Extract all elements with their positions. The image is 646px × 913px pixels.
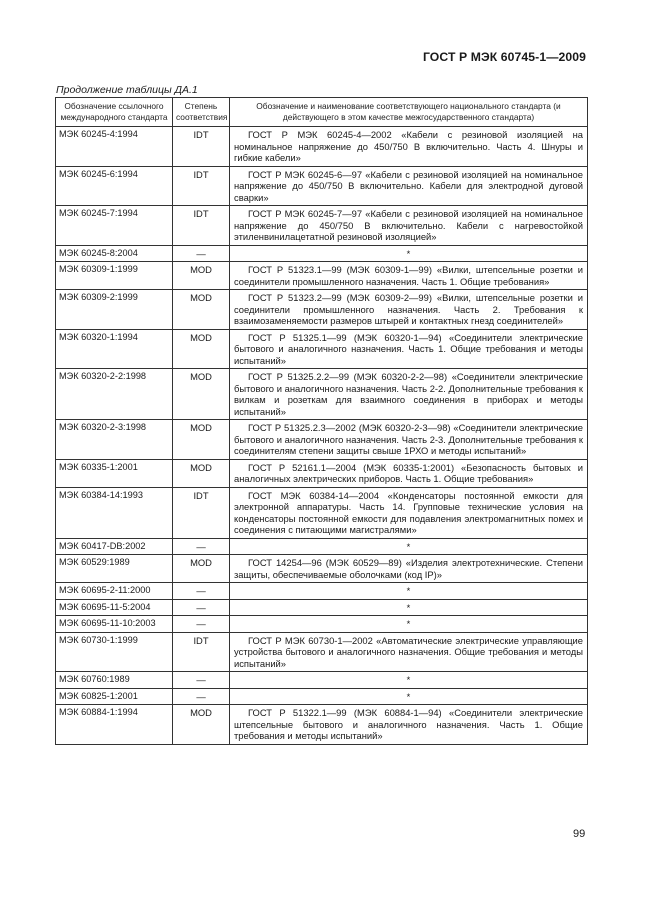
- cell-degree: IDT: [173, 166, 230, 206]
- cell-international-standard: МЭК 60695-11-10:2003: [56, 616, 173, 633]
- cell-national-standard: ГОСТ Р 51322.1—99 (МЭК 60884-1—94) «Соединители электрические штепсельные бытового и аналогичного назначения. Часть 1. Общие требования и методы испытаний»: [230, 705, 588, 745]
- column-header-degree: Степень соответствия: [173, 98, 230, 127]
- table-row: [56, 329, 588, 369]
- cell-national-standard: ГОСТ Р 51325.2.2—99 (МЭК 60320-2-2—98) «Соединители электрические бытового и аналогичного назначения. Часть 2-2. Дополнительные требования к вилкам и розеткам для взаимного соединения в приборах и методы испытаний»: [230, 369, 588, 420]
- table-row: [56, 290, 588, 330]
- table-body: [56, 127, 588, 745]
- cell-degree: —: [173, 688, 230, 705]
- column-header-international-standard: Обозначение ссылочного международного стандарта: [56, 98, 173, 127]
- cell-degree: MOD: [173, 262, 230, 290]
- cell-degree: MOD: [173, 329, 230, 369]
- table-row: [56, 616, 588, 633]
- table-row: [56, 262, 588, 290]
- table-row: [56, 632, 588, 672]
- cell-degree: MOD: [173, 420, 230, 460]
- cell-degree: —: [173, 616, 230, 633]
- table-row: [56, 599, 588, 616]
- cell-international-standard: МЭК 60309-2:1999: [56, 290, 173, 330]
- cell-international-standard: МЭК 60320-2-3:1998: [56, 420, 173, 460]
- cell-national-standard: *: [230, 672, 588, 689]
- cell-international-standard: МЭК 60529:1989: [56, 555, 173, 583]
- table-row: [56, 672, 588, 689]
- cell-degree: IDT: [173, 127, 230, 167]
- cell-international-standard: МЭК 60245-8:2004: [56, 245, 173, 262]
- cell-national-standard: *: [230, 583, 588, 600]
- cell-degree: —: [173, 599, 230, 616]
- cell-national-standard: ГОСТ Р 51323.1—99 (МЭК 60309-1—99) «Вилки, штепсельные розетки и соединители промышленного назначения. Часть 1. Общие требования»: [230, 262, 588, 290]
- cell-national-standard: ГОСТ Р МЭК 60245-7—97 «Кабели с резиновой изоляцией на номинальное напряжение до 450/750 В включительно. Кабели с нагревостойкой этиленвинилацетатной резиновой изоляцией»: [230, 206, 588, 246]
- document-header-title: ГОСТ Р МЭК 60745-1—2009: [422, 50, 586, 64]
- cell-international-standard: МЭК 60695-2-11:2000: [56, 583, 173, 600]
- cell-international-standard: МЭК 60884-1:1994: [56, 705, 173, 745]
- cell-national-standard: ГОСТ Р 51325.2.3—2002 (МЭК 60320-2-3—98) «Соединители электрические бытового и аналогичного назначения. Часть 2-3. Дополнительные требования к соединителям степени защиты свыше 1РХО и методы испытаний»: [230, 420, 588, 460]
- table-row: [56, 369, 588, 420]
- cell-degree: MOD: [173, 369, 230, 420]
- cell-degree: MOD: [173, 459, 230, 487]
- cell-degree: —: [173, 583, 230, 600]
- cell-international-standard: МЭК 60245-6:1994: [56, 166, 173, 206]
- cell-national-standard: ГОСТ Р МЭК 60245-4—2002 «Кабели с резиновой изоляцией на номинальное напряжение до 450/750 В включительно. Часть 4. Шнуры и гибкие кабели»: [230, 127, 588, 167]
- cell-degree: —: [173, 245, 230, 262]
- cell-degree: MOD: [173, 555, 230, 583]
- cell-international-standard: МЭК 60760:1989: [56, 672, 173, 689]
- cell-national-standard: ГОСТ Р МЭК 60730-1—2002 «Автоматические электрические управляющие устройства бытового и аналогичного назначения. Общие требования и методы испытаний»: [230, 632, 588, 672]
- cell-national-standard: ГОСТ 14254—96 (МЭК 60529—89) «Изделия электротехнические. Степени защиты, обеспечиваемые оболочками (код IP)»: [230, 555, 588, 583]
- cell-national-standard: ГОСТ Р 52161.1—2004 (МЭК 60335-1:2001) «Безопасность бытовых и аналогичных электрических приборов. Часть 1. Общие требования»: [230, 459, 588, 487]
- cell-international-standard: МЭК 60730-1:1999: [56, 632, 173, 672]
- cell-national-standard: *: [230, 616, 588, 633]
- cell-international-standard: МЭК 60384-14:1993: [56, 487, 173, 538]
- cell-international-standard: МЭК 60309-1:1999: [56, 262, 173, 290]
- cell-national-standard: *: [230, 599, 588, 616]
- table-row: [56, 538, 588, 555]
- cell-international-standard: МЭК 60825-1:2001: [56, 688, 173, 705]
- table-row: [56, 705, 588, 745]
- cell-international-standard: МЭК 60695-11-5:2004: [56, 599, 173, 616]
- table-header: [56, 98, 588, 127]
- cell-international-standard: МЭК 60320-2-2:1998: [56, 369, 173, 420]
- standards-table: [55, 97, 588, 745]
- cell-national-standard: *: [230, 688, 588, 705]
- cell-degree: —: [173, 672, 230, 689]
- cell-national-standard: ГОСТ Р 51325.1—99 (МЭК 60320-1—94) «Соединители электрические бытового и аналогичного назначения. Часть 1. Общие требования и методы испытаний»: [230, 329, 588, 369]
- page-number: 99: [573, 828, 586, 840]
- cell-international-standard: МЭК 60417-DB:2002: [56, 538, 173, 555]
- cell-international-standard: МЭК 60245-4:1994: [56, 127, 173, 167]
- cell-international-standard: МЭК 60335-1:2001: [56, 459, 173, 487]
- cell-national-standard: *: [230, 538, 588, 555]
- cell-degree: —: [173, 538, 230, 555]
- table-row: [56, 166, 588, 206]
- column-header-national-standard: Обозначение и наименование соответствующего национального стандарта (и действующего в этом качестве межгосударственного стандарта): [230, 98, 588, 127]
- table-row: [56, 459, 588, 487]
- table-caption: Продолжение таблицы ДА.1: [56, 84, 198, 96]
- table-row: [56, 206, 588, 246]
- cell-degree: IDT: [173, 487, 230, 538]
- cell-national-standard: ГОСТ Р МЭК 60245-6—97 «Кабели с резиновой изоляцией на номинальное напряжение до 450/750 В включительно. Кабели для электродной дуговой сварки»: [230, 166, 588, 206]
- cell-national-standard: ГОСТ Р 51323.2—99 (МЭК 60309-2—99) «Вилки, штепсельные розетки и соединители промышленного назначения. Часть 2. Требования к взаимозаменяемости размеров штырей и контактных гнезд соединителей»: [230, 290, 588, 330]
- cell-degree: IDT: [173, 206, 230, 246]
- cell-national-standard: ГОСТ МЭК 60384-14—2004 «Конденсаторы постоянной емкости для электронной аппаратуры. Часть 14. Групповые технические условия на конденсаторы постоянной емкости для подавления электромагнитных помех и соединения с питающими магистралями»: [230, 487, 588, 538]
- cell-degree: IDT: [173, 632, 230, 672]
- table-row: [56, 487, 588, 538]
- table-row: [56, 127, 588, 167]
- cell-international-standard: МЭК 60320-1:1994: [56, 329, 173, 369]
- cell-degree: MOD: [173, 290, 230, 330]
- table-row: [56, 245, 588, 262]
- table-row: [56, 688, 588, 705]
- table-row: [56, 420, 588, 460]
- table-row: [56, 555, 588, 583]
- cell-international-standard: МЭК 60245-7:1994: [56, 206, 173, 246]
- table-row: [56, 583, 588, 600]
- cell-degree: MOD: [173, 705, 230, 745]
- cell-national-standard: *: [230, 245, 588, 262]
